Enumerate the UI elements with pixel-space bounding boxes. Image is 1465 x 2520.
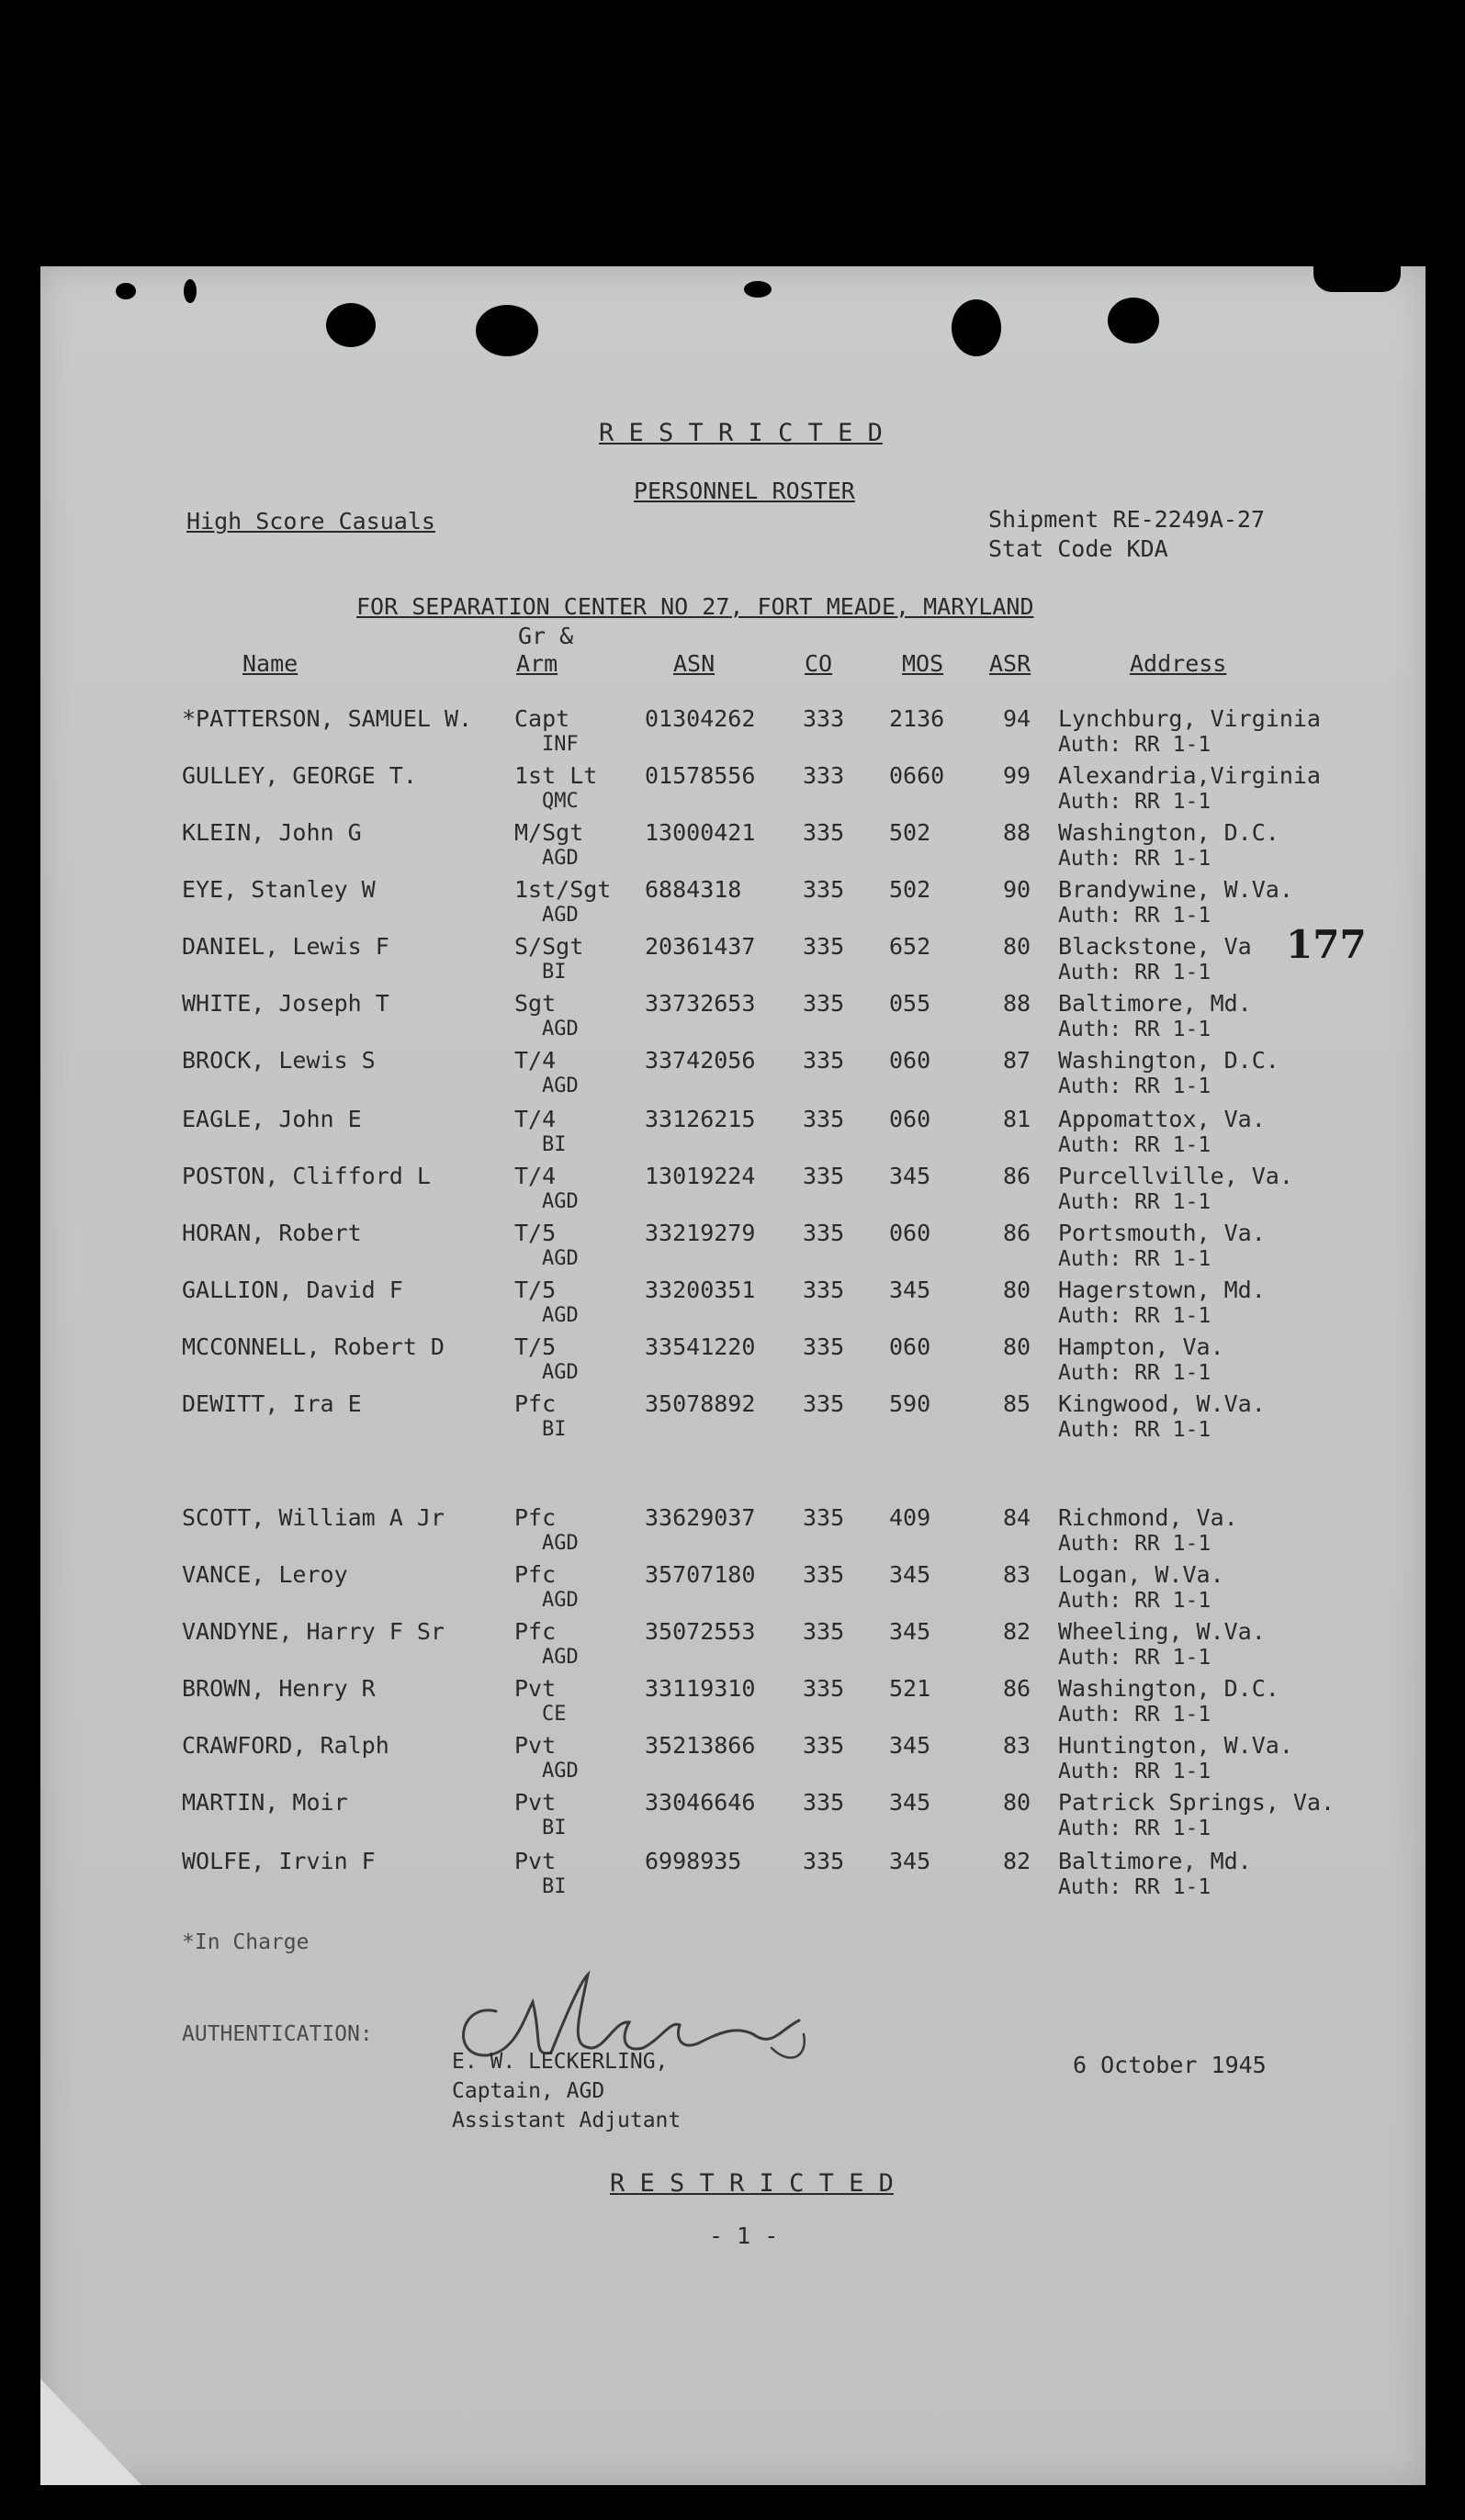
folded-corner [40,2379,141,2485]
row-grade: Pfc [514,1618,557,1645]
row-mos: 060 [889,1047,931,1074]
row-asr: 82 [1003,1618,1031,1645]
document-date: 6 October 1945 [1073,2052,1267,2078]
row-asn: 33119310 [645,1675,756,1702]
row-co: 335 [803,1732,845,1759]
col-asr: ASR [989,650,1031,677]
row-auth: Auth: RR 1-1 [1058,1304,1211,1328]
row-asn: 33219279 [645,1220,756,1246]
row-auth: Auth: RR 1-1 [1058,1247,1211,1271]
row-mos: 060 [889,1220,931,1246]
punch-hole [184,279,197,303]
row-name: DEWITT, Ira E [182,1390,362,1417]
row-asr: 80 [1003,933,1031,960]
row-arm: INF [542,733,579,756]
row-asr: 80 [1003,1333,1031,1360]
row-mos: 345 [889,1732,931,1759]
row-auth: Auth: RR 1-1 [1058,1418,1211,1442]
row-arm: AGD [542,1532,579,1555]
row-asn: 33200351 [645,1277,756,1303]
row-address: Blackstone, Va [1058,933,1252,960]
row-arm: AGD [542,1589,579,1612]
row-address: Washington, D.C. [1058,1047,1279,1074]
row-asr: 85 [1003,1390,1031,1417]
signer-rank: Captain, AGD [452,2079,605,2103]
row-co: 335 [803,1047,845,1074]
row-name: GALLION, David F [182,1277,403,1303]
row-address: Washington, D.C. [1058,1675,1279,1702]
row-name: KLEIN, John G [182,819,362,846]
row-name: SCOTT, William A Jr [182,1504,445,1531]
row-auth: Auth: RR 1-1 [1058,1018,1211,1041]
signer-name: E. W. LECKERLING, [452,2050,669,2074]
row-auth: Auth: RR 1-1 [1058,1133,1211,1157]
row-co: 335 [803,1504,845,1531]
row-asn: 35072553 [645,1618,756,1645]
row-co: 335 [803,1618,845,1645]
row-address: Baltimore, Md. [1058,990,1252,1017]
row-name: EAGLE, John E [182,1106,362,1132]
row-grade: Pfc [514,1504,557,1531]
row-arm: AGD [542,1361,579,1384]
col-name: Name [242,650,299,677]
group-label: High Score Casuals [186,508,435,534]
row-asn: 33126215 [645,1106,756,1132]
row-co: 335 [803,1220,845,1246]
restricted-heading-top: R E S T R I C T E D [599,419,883,447]
punch-hole [116,283,136,299]
row-name: BROCK, Lewis S [182,1047,376,1074]
row-arm: AGD [542,1018,579,1041]
restricted-heading-bottom: R E S T R I C T E D [610,2169,894,2198]
row-asr: 86 [1003,1220,1031,1246]
row-mos: 409 [889,1504,931,1531]
row-name: BROWN, Henry R [182,1675,376,1702]
row-mos: 345 [889,1277,931,1303]
row-mos: 345 [889,1163,931,1189]
row-grade: Pvt [514,1732,557,1759]
row-grade: T/5 [514,1277,557,1303]
row-asr: 88 [1003,990,1031,1017]
row-mos: 345 [889,1789,931,1816]
row-co: 335 [803,1390,845,1417]
row-grade: Pfc [514,1561,557,1588]
row-mos: 521 [889,1675,931,1702]
row-name: MARTIN, Moir [182,1789,348,1816]
row-co: 335 [803,1561,845,1588]
row-arm: BI [542,1817,567,1839]
row-asr: 80 [1003,1277,1031,1303]
row-arm: BI [542,961,567,984]
row-asn: 6884318 [645,876,742,903]
row-asr: 82 [1003,1848,1031,1874]
row-address: Lynchburg, Virginia [1058,705,1321,732]
row-co: 335 [803,876,845,903]
col-mos: MOS [902,650,944,677]
row-grade: Capt [514,705,570,732]
row-asr: 83 [1003,1732,1031,1759]
row-address: Purcellville, Va. [1058,1163,1293,1189]
row-name: DANIEL, Lewis F [182,933,389,960]
row-grade: T/4 [514,1106,557,1132]
row-arm: BI [542,1418,567,1441]
row-mos: 502 [889,876,931,903]
row-mos: 345 [889,1618,931,1645]
row-grade: Pvt [514,1848,557,1874]
row-name: GULLEY, GEORGE T. [182,762,417,789]
row-asr: 84 [1003,1504,1031,1531]
row-mos: 345 [889,1561,931,1588]
row-address: Hagerstown, Md. [1058,1277,1266,1303]
row-auth: Auth: RR 1-1 [1058,1589,1211,1613]
signer-title: Assistant Adjutant [452,2109,682,2132]
row-asr: 94 [1003,705,1031,732]
row-asr: 86 [1003,1675,1031,1702]
row-grade: M/Sgt [514,819,584,846]
row-address: Wheeling, W.Va. [1058,1618,1266,1645]
row-address: Kingwood, W.Va. [1058,1390,1266,1417]
row-auth: Auth: RR 1-1 [1058,1532,1211,1556]
row-address: Brandywine, W.Va. [1058,876,1293,903]
row-auth: Auth: RR 1-1 [1058,1817,1211,1840]
row-auth: Auth: RR 1-1 [1058,904,1211,928]
row-co: 335 [803,1333,845,1360]
row-name: MCCONNELL, Robert D [182,1333,445,1360]
row-name: EYE, Stanley W [182,876,376,903]
row-auth: Auth: RR 1-1 [1058,847,1211,871]
authentication-label: AUTHENTICATION: [182,2022,373,2046]
row-grade: 1st/Sgt [514,876,612,903]
row-co: 335 [803,1163,845,1189]
row-mos: 0660 [889,762,945,789]
row-auth: Auth: RR 1-1 [1058,1361,1211,1385]
row-address: Patrick Springs, Va. [1058,1789,1335,1816]
destination-line: FOR SEPARATION CENTER NO 27, FORT MEADE, MARYLAND [356,593,1034,620]
row-grade: T/5 [514,1333,557,1360]
row-asr: 81 [1003,1106,1031,1132]
row-asr: 99 [1003,762,1031,789]
col-co: CO [805,650,833,677]
row-address: Huntington, W.Va. [1058,1732,1293,1759]
row-grade: Pvt [514,1789,557,1816]
row-address: Richmond, Va. [1058,1504,1238,1531]
row-mos: 055 [889,990,931,1017]
row-co: 335 [803,1789,845,1816]
punch-hole [1108,298,1159,343]
row-arm: AGD [542,904,579,927]
row-name: WHITE, Joseph T [182,990,389,1017]
row-auth: Auth: RR 1-1 [1058,1646,1211,1670]
page-number: - 1 - [709,2222,779,2249]
row-asr: 87 [1003,1047,1031,1074]
row-asn: 33541220 [645,1333,756,1360]
row-address: Alexandria,Virginia [1058,762,1321,789]
in-charge-note: *In Charge [182,1930,310,1954]
col-address: Address [1130,650,1227,677]
punch-hole [326,303,376,347]
row-address: Washington, D.C. [1058,819,1279,846]
row-asn: 6998935 [645,1848,742,1874]
row-name: *PATTERSON, SAMUEL W. [182,705,473,732]
row-auth: Auth: RR 1-1 [1058,961,1211,984]
row-asn: 35213866 [645,1732,756,1759]
row-name: VANDYNE, Harry F Sr [182,1618,445,1645]
punch-hole [952,299,1001,356]
row-mos: 2136 [889,705,945,732]
row-arm: AGD [542,847,579,870]
row-co: 335 [803,933,845,960]
punch-hole [1313,264,1401,292]
row-asn: 13019224 [645,1163,756,1189]
row-grade: T/4 [514,1163,557,1189]
row-name: VANCE, Leroy [182,1561,348,1588]
row-name: HORAN, Robert [182,1220,362,1246]
row-arm: AGD [542,1247,579,1270]
row-arm: AGD [542,1304,579,1327]
row-co: 335 [803,1675,845,1702]
row-asn: 20361437 [645,933,756,960]
row-asn: 33046646 [645,1789,756,1816]
row-name: WOLFE, Irvin F [182,1848,376,1874]
row-arm: BI [542,1133,567,1156]
row-co: 335 [803,990,845,1017]
row-address: Baltimore, Md. [1058,1848,1252,1874]
row-address: Logan, W.Va. [1058,1561,1224,1588]
row-arm: AGD [542,1646,579,1669]
row-asn: 13000421 [645,819,756,846]
row-arm: CE [542,1703,567,1726]
row-asr: 86 [1003,1163,1031,1189]
row-mos: 502 [889,819,931,846]
row-mos: 590 [889,1390,931,1417]
row-arm: AGD [542,1074,579,1097]
row-co: 333 [803,762,845,789]
row-grade: S/Sgt [514,933,584,960]
row-grade: T/5 [514,1220,557,1246]
row-co: 335 [803,1848,845,1874]
row-mos: 060 [889,1106,931,1132]
row-co: 335 [803,1106,845,1132]
row-co: 335 [803,819,845,846]
row-grade: T/4 [514,1047,557,1074]
row-asn: 33732653 [645,990,756,1017]
punch-hole [476,305,538,356]
row-asr: 80 [1003,1789,1031,1816]
col-asn: ASN [673,650,716,677]
row-grade: 1st Lt [514,762,598,789]
row-address: Appomattox, Va. [1058,1106,1266,1132]
shipment-number: Shipment RE-2249A-27 [988,506,1266,533]
row-arm: BI [542,1875,567,1898]
row-asr: 83 [1003,1561,1031,1588]
row-asn: 35707180 [645,1561,756,1588]
punch-hole [744,281,772,298]
row-address: Portsmouth, Va. [1058,1220,1266,1246]
row-co: 335 [803,1277,845,1303]
stat-code: Stat Code KDA [988,535,1168,562]
row-name: CRAWFORD, Ralph [182,1732,389,1759]
row-auth: Auth: RR 1-1 [1058,1074,1211,1098]
row-mos: 060 [889,1333,931,1360]
row-auth: Auth: RR 1-1 [1058,1703,1211,1727]
row-address: Hampton, Va. [1058,1333,1224,1360]
row-auth: Auth: RR 1-1 [1058,1760,1211,1783]
row-asn: 35078892 [645,1390,756,1417]
row-mos: 345 [889,1848,931,1874]
col-grade-line2: Arm [516,650,558,677]
row-co: 333 [803,705,845,732]
row-arm: AGD [542,1760,579,1783]
row-auth: Auth: RR 1-1 [1058,1190,1211,1214]
row-arm: QMC [542,790,579,813]
row-grade: Sgt [514,990,557,1017]
col-grade-line1: Gr & [518,623,574,649]
roster-title: PERSONNEL ROSTER [634,478,855,504]
row-arm: AGD [542,1190,579,1213]
row-mos: 652 [889,933,931,960]
page-stamp: 177 [1286,922,1367,967]
row-asn: 33629037 [645,1504,756,1531]
row-auth: Auth: RR 1-1 [1058,790,1211,814]
row-grade: Pvt [514,1675,557,1702]
row-asn: 01578556 [645,762,756,789]
row-asn: 01304262 [645,705,756,732]
row-auth: Auth: RR 1-1 [1058,1875,1211,1899]
row-asr: 90 [1003,876,1031,903]
row-name: POSTON, Clifford L [182,1163,431,1189]
row-asn: 33742056 [645,1047,756,1074]
row-auth: Auth: RR 1-1 [1058,733,1211,757]
row-grade: Pfc [514,1390,557,1417]
row-asr: 88 [1003,819,1031,846]
